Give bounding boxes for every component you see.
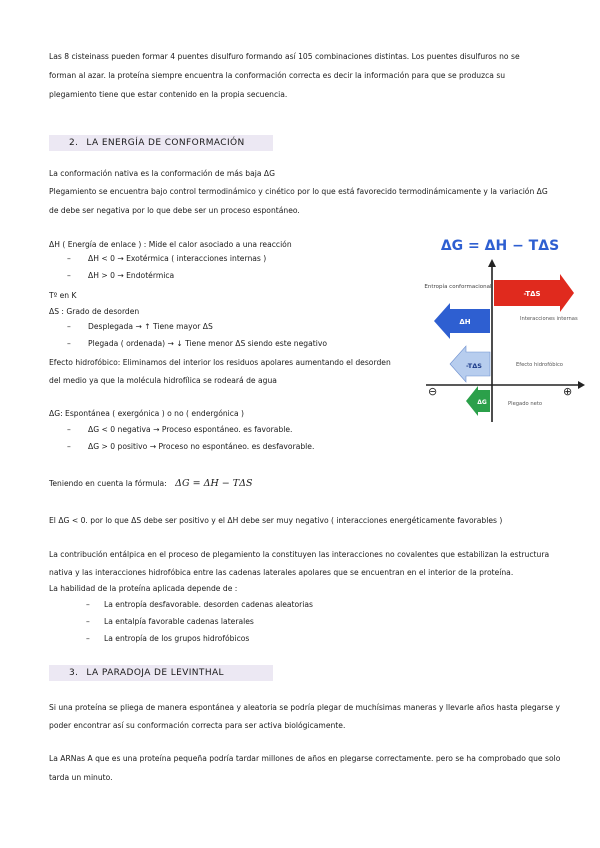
- ability-bullet-2: –: [86, 617, 90, 626]
- conclusion: El ΔG < 0. por lo que ΔS debe ser positivo y el ΔH debe ser muy negativo ( interacciones energéticamente favorables ): [49, 516, 503, 525]
- ability-item-1: La entropía desfavorable. desorden cadenas aleatorias: [104, 600, 313, 609]
- formula-line: [49, 478, 252, 489]
- axis-arrowhead-up: [488, 259, 496, 267]
- dg-definition: ΔG: Espontánea ( exergónica ) o no ( endergónica ): [49, 409, 244, 418]
- ds-definition: ΔS : Grado de desorden: [49, 307, 140, 316]
- dg-bullet-1: –: [67, 425, 71, 434]
- intro-line-1: Las 8 cisteinass pueden formar 4 puentes disulfuro formando así 105 combinaciones distintas. Los puentes disulfuros no se: [49, 52, 520, 61]
- label-hydrophobic: Efecto hidrofóbico: [516, 362, 563, 368]
- dg-item-1: ΔG < 0 negativa → Proceso espontáneo. es favorable.: [88, 425, 293, 434]
- ability-item-3: La entropía de los grupos hidrofóbicos: [104, 634, 250, 643]
- s3-p2: poder encontrar así su conformación correcta para ser activa biológicamente.: [49, 721, 346, 730]
- ability-bullet-1: –: [86, 600, 90, 609]
- arrow-tds-positive-label: -TΔS: [523, 290, 541, 298]
- s3-p1: Si una proteína se pliega de manera espontánea y aleatoria se podría plegar de muchísimas maneras y llevarle años hasta plegarse y: [49, 703, 560, 712]
- dg-item-2: ΔG > 0 positivo → Proceso no espontáneo. es desfavorable.: [88, 442, 315, 451]
- minus-symbol: ⊖: [428, 385, 438, 398]
- s2-p2: Plegamiento se encuentra bajo control termodinámico y cinético por lo que está favorecido termodinámicamente y la variación ΔG: [49, 187, 548, 196]
- s2-p3: de debe ser negativa por lo que debe ser un proceso espontáneo.: [49, 206, 300, 215]
- intro-line-2: forman al azar. la proteína siempre encuentra la conformación correcta es decir la información para que se produzca su: [49, 71, 506, 80]
- axis-arrowhead-right: [578, 381, 585, 389]
- hydrophobic-line-2: del medio ya que la molécula hidrofílica se rodeará de agua: [49, 376, 277, 385]
- ds-item-1: Desplegada → ↑ Tiene mayor ΔS: [88, 322, 213, 331]
- s3-p3: La ARNas A que es una proteína pequeña podría tardar millones de años en plegarse correctamente. pero se ha comprobado que solo: [49, 754, 561, 763]
- label-interactions: Interacciones internas: [520, 316, 578, 322]
- section-2-title: 2. LA ENERGÍA DE CONFORMACIÓN: [69, 138, 245, 148]
- ability-bullet-3: –: [86, 634, 90, 643]
- label-entropy: [424, 283, 492, 290]
- ds-bullet-2: –: [67, 339, 71, 348]
- section-2-header: [49, 135, 273, 151]
- ability-intro: La habilidad de la proteína aplicada depende de :: [49, 584, 238, 593]
- formula: ΔG = ΔH − TΔS: [175, 478, 253, 489]
- s3-p4: tarda un minuto.: [49, 773, 113, 782]
- arrow-dg-label: ΔG: [477, 399, 487, 406]
- label-entropy-text: Entropía conformacional: [424, 284, 492, 290]
- contribution-line-2: nativa y las interacciones hidrofóbica entre las cadenas laterales apolares que se encuentran en el interior de la proteína.: [49, 568, 514, 577]
- temp-note: Tº en K: [49, 291, 77, 300]
- dh-item-2: ΔH > 0 → Endotérmica: [88, 271, 175, 280]
- ds-item-2: Plegada ( ordenada) → ↓ Tiene menor ΔS siendo este negativo: [88, 339, 327, 348]
- s2-p1: La conformación nativa es la conformación de más baja ΔG: [49, 169, 275, 178]
- arrow-dh-label: ΔH: [459, 318, 471, 326]
- dh-bullet-2: –: [67, 271, 71, 280]
- dh-bullet-1: –: [67, 254, 71, 263]
- label-folding: Plegado neto: [508, 401, 543, 407]
- section-3-title: 3. LA PARADOJA DE LEVINTHAL: [69, 668, 224, 678]
- diagram-title: ΔG = ΔH − TΔS: [440, 238, 560, 254]
- dg-bullet-2: –: [67, 442, 71, 451]
- intro-line-3: plegamiento tiene que estar contenido en la propia secuencia.: [49, 90, 288, 99]
- contribution-line-1: La contribución entálpica en el proceso de plegamiento la constituyen las interacciones no covalentes que estabilizan la estructura: [49, 550, 550, 559]
- formula-label: Teniendo en cuenta la fórmula:: [49, 479, 167, 488]
- section-3-header: [49, 665, 273, 681]
- hydrophobic-line-1: Efecto hidrofóbico: Eliminamos del interior los residuos apolares aumentando el desorden: [49, 358, 391, 367]
- plus-symbol: ⊕: [563, 385, 573, 398]
- arrow-tds-negative-label: -TΔS: [466, 362, 482, 370]
- free-energy-diagram: [420, 232, 585, 422]
- dh-definition: ΔH ( Energía de enlace ) : Mide el calor asociado a una reacción: [49, 240, 292, 249]
- dh-item-1: ΔH < 0 → Exotérmica ( interacciones internas ): [88, 254, 267, 263]
- ds-bullet-1: –: [67, 322, 71, 331]
- ability-item-2: La entalpía favorable cadenas laterales: [104, 617, 254, 626]
